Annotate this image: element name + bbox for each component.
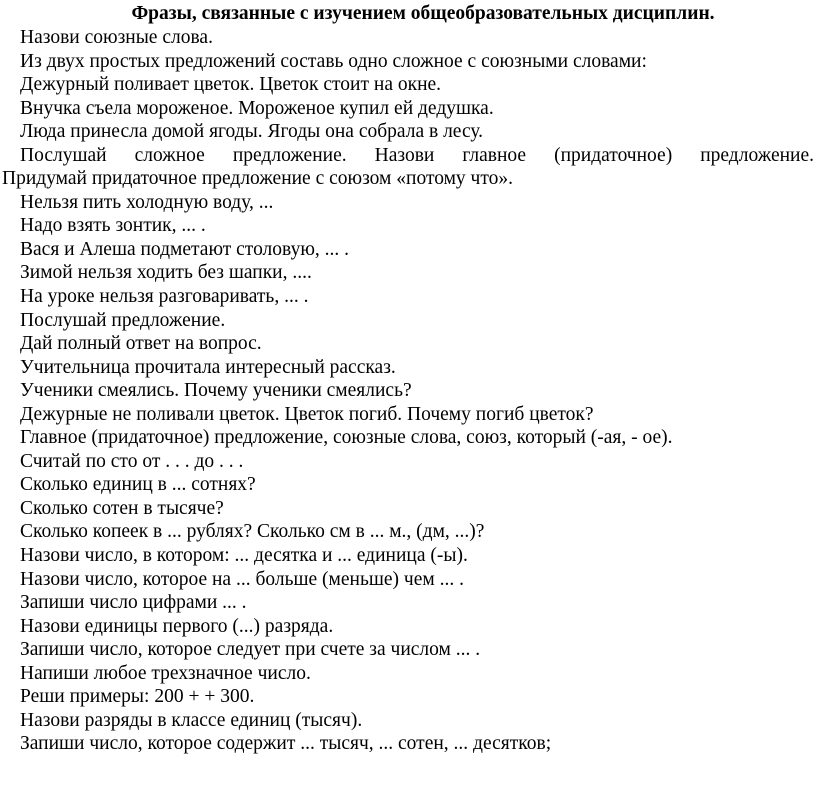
text-line: Вася и Алеша подметают столовую, ... .	[20, 238, 350, 260]
text-line: Учительница прочитала интересный рассказ.	[20, 356, 396, 378]
text-line: Дай полный ответ на вопрос.	[20, 333, 262, 355]
text-line: Назови единицы первого (...) разряда.	[20, 615, 334, 637]
text-line: Назови союзные слова.	[20, 27, 213, 48]
text-line: Послушай предложение.	[20, 309, 226, 331]
text-line: Придумай придаточное предложение с союзом «потому что».	[2, 168, 514, 190]
text-line: Напиши любое трехзначное число.	[20, 662, 311, 684]
text-line: Запиши число, которое следует при счете за числом ... .	[20, 639, 481, 661]
text-line: Назови разряды в классе единиц (тысяч).	[20, 709, 363, 731]
text-line: Сколько единиц в ... сотнях?	[20, 474, 256, 496]
text-line: Сколько копеек в ... рублях? Сколько см в ... м., (дм, ...)?	[20, 521, 485, 543]
text-line: Нельзя пить холодную воду, ...	[20, 191, 274, 213]
text-line: Главное (придаточное) предложение, союзные слова, союз, который (-ая, - ое).	[20, 427, 673, 449]
text-line: Назови число, в котором: ... десятка и ... единица (-ы).	[20, 545, 468, 567]
text-line: Дежурный поливает цветок. Цветок стоит на окне.	[20, 74, 442, 96]
text-line: Из двух простых предложений составь одно сложное с союзными словами:	[20, 50, 647, 72]
text-line: Послушай сложное предложение. Назови главное (придаточное) предложение.	[20, 144, 814, 166]
text-line: Люда принесла домой ягоды. Ягоды она собрала в лесу.	[20, 121, 484, 143]
text-line: Зимой нельзя ходить без шапки, ....	[20, 262, 312, 284]
text-line: Реши примеры: 200 + + 300.	[20, 686, 255, 708]
text-line: На уроке нельзя разговаривать, ... .	[20, 286, 309, 308]
text-line: Внучка съела мороженое. Мороженое купил ей дедушка.	[20, 97, 494, 119]
text-line: Ученики смеялись. Почему ученики смеялись?	[20, 380, 412, 402]
text-line: Назови число, которое на ... больше (меньше) чем ... .	[20, 568, 464, 590]
text-line: Сколько сотен в тысяче?	[20, 497, 224, 519]
document-title: Фразы, связанные с изучением общеобразовательных дисциплин.	[131, 3, 715, 24]
text-line: Запиши число, которое содержит ... тысяч, ... сотен, ... десятков;	[20, 733, 552, 755]
text-line: Надо взять зонтик, ... .	[20, 215, 206, 237]
text-line: Считай по сто от . . . до . . .	[20, 450, 244, 472]
text-line: Дежурные не поливали цветок. Цветок погиб. Почему погиб цветок?	[20, 403, 594, 425]
text-line: Запиши число цифрами ... .	[20, 592, 247, 614]
